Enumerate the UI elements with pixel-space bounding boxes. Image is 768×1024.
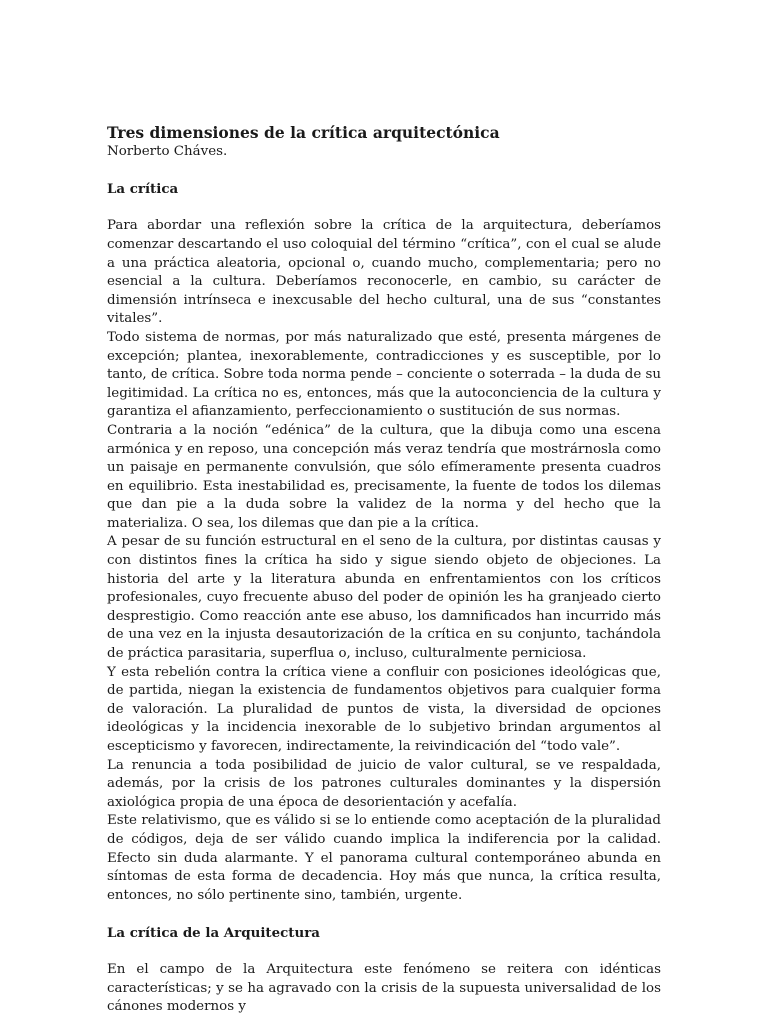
- paragraph: Para abordar una reflexión sobre la crítica de la arquitectura, deberíamos comenzar descartando el uso coloquial del término “crítica”, con el cual se alude a una práctica aleatoria, opcional o, cuando mucho, complementaria; pero no esencial a la cultura. Deberíamos reconocerle, en cambio, su carácter de dimensión intrínseca e inexcusable del hecho cultural, una de sus “constantes vitales”.: [107, 218, 661, 327]
- paragraph: En el campo de la Arquitectura este fenómeno se reitera con idénticas características; y se ha agravado con la crisis de la supuesta universalidad de los cánones modernos y: [107, 962, 661, 1015]
- paragraph: La renuncia a toda posibilidad de juicio de valor cultural, se ve respaldada, además, por la crisis de los patrones culturales dominantes y la dispersión axiológica propia de una época de desorientación y acefalía.: [107, 757, 661, 810]
- paragraph: Todo sistema de normas, por más naturalizado que esté, presenta márgenes de excepción; plantea, inexorablemente, contradicciones y es susceptible, por lo tanto, de crítica. Sobre toda norma pende – conciente o soterrada – la duda de su legitimidad. La crítica no es, entonces, más que la autoconciencia de la cultura y garantiza el afianzamiento, perfeccionamiento o sustitución de sus normas.: [107, 329, 661, 420]
- spacer: [107, 162, 661, 181]
- spacer: [107, 905, 661, 924]
- paragraph: Este relativismo, que es válido si se lo entiende como aceptación de la pluralidad de códigos, deja de ser válido cuando implica la indiferencia por la calidad. Efecto sin duda alarmante. Y el panorama cultural contemporáneo abunda en síntomas de esta forma de decadencia. Hoy más que nunca, la crítica resulta, entonces, no sólo pertinente sino, también, urgente.: [107, 813, 661, 903]
- section-heading-la-critica: La crítica: [107, 181, 179, 198]
- section-heading-la-critica-de-la-arquitectura: La crítica de la Arquitectura: [107, 924, 320, 941]
- spacer: [107, 943, 661, 962]
- paragraph: Y esta rebelión contra la crítica viene a confluir con posiciones ideológicas que, de partida, niegan la existencia de fundamentos objetivos para cualquier forma de valoración. La pluralidad de puntos de vista, la diversidad de opciones ideológicas y la incidencia inexorable de lo subjetivo brindan argumentos al escepticismo y favorecen, indirectamente, la reivindicación del “todo vale”.: [107, 664, 661, 754]
- document-author: Norberto Cháves.: [107, 144, 228, 159]
- document-page: [107, 123, 661, 1017]
- paragraph: A pesar de su función estructural en el seno de la cultura, por distintas causas y con distintos fines la crítica ha sido y sigue siendo objeto de objeciones. La historia del arte y la literatura abunda en enfrentamientos con los críticos profesionales, cuyo frecuente abuso del poder de opinión les ha granjeado cierto desprestigio. Como reacción ante ese abuso, los damnificados han incurrido más de una vez en la injusta desautorización de la crítica en su conjunto, tachándola de práctica parasitaria, superflua o, incluso, culturalmente perniciosa.: [107, 534, 661, 662]
- paragraph: Contraria a la noción “edénica” de la cultura, que la dibuja como una escena armónica y en reposo, una concepción más veraz tendría que mostrárnosla como un paisaje en permanente convulsión, que sólo efímeramente presenta cuadros en equilibrio. Esta inestabilidad es, precisamente, la fuente de todos los dilemas que dan pie a la duda sobre la validez de la norma y del hecho que la materializa. O sea, los dilemas que dan pie a la crítica.: [107, 422, 661, 531]
- spacer: [107, 199, 661, 218]
- document-title: Tres dimensiones de la crítica arquitectónica: [107, 123, 500, 142]
